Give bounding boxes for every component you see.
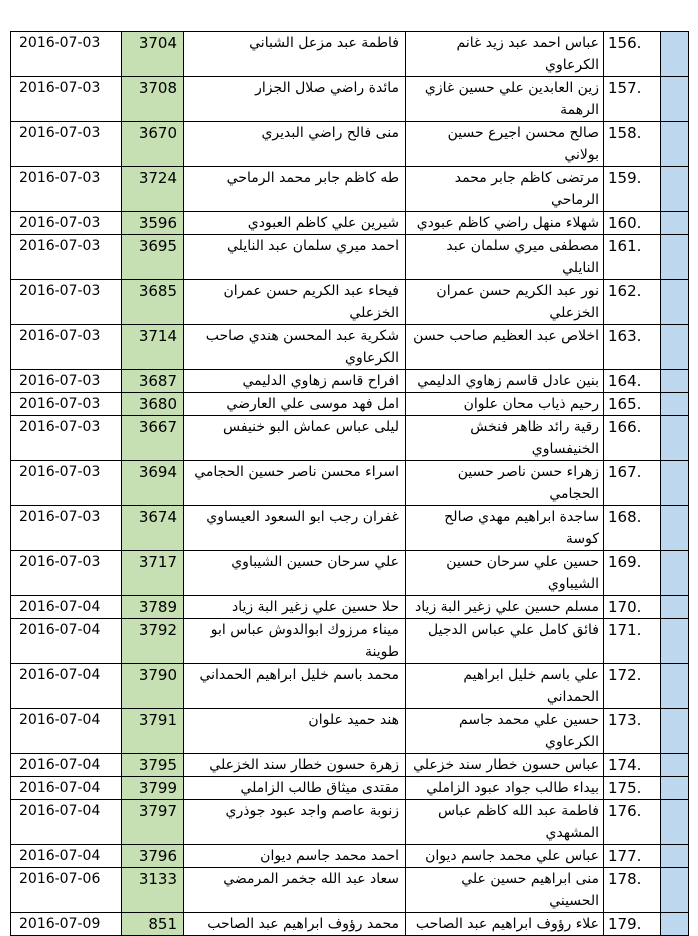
row-number-cell: 156. — [604, 32, 661, 77]
row-number-cell: 179. — [604, 913, 661, 936]
candidate-name-cell: زنوبة عاصم واجد عبود جوذري — [184, 800, 406, 845]
row-number-cell: 162. — [604, 280, 661, 325]
code-cell: 3596 — [122, 212, 184, 235]
member-name-cell: علاء رؤوف ابراهيم عبد الصاحب — [406, 913, 604, 936]
row-stripe — [661, 167, 689, 212]
row-stripe — [661, 370, 689, 393]
row-stripe — [661, 461, 689, 506]
candidate-name-cell: طه كاظم جابر محمد الرماحي — [184, 167, 406, 212]
date-cell: 2016-07-03 — [11, 235, 122, 280]
candidate-name-cell: شيرين علي كاظم العبودي — [184, 212, 406, 235]
candidate-name-cell: علي سرحان حسين الشيباوي — [184, 551, 406, 596]
table-row — [11, 913, 689, 936]
code-cell: 3704 — [122, 32, 184, 77]
code-cell: 3674 — [122, 506, 184, 551]
row-number-cell: 175. — [604, 777, 661, 800]
candidate-name-cell: ليلى عباس عماش البو خنيفس — [184, 416, 406, 461]
date-cell: 2016-07-03 — [11, 506, 122, 551]
row-number-cell: 176. — [604, 800, 661, 845]
candidate-name-cell: محمد رؤوف ابراهيم عبد الصاحب — [184, 913, 406, 936]
table-row — [11, 845, 689, 868]
date-cell: 2016-07-03 — [11, 167, 122, 212]
member-name-cell: بنين عادل قاسم زهاوي الدليمي — [406, 370, 604, 393]
table-row — [11, 800, 689, 845]
candidate-name-cell: محمد باسم خليل ابراهيم الحمداني — [184, 664, 406, 709]
member-name-cell: علي باسم خليل ابراهيم الحمداني — [406, 664, 604, 709]
row-stripe — [661, 596, 689, 619]
table-row — [11, 416, 689, 461]
member-name-cell: حسين علي محمد جاسم الكرعاوي — [406, 709, 604, 754]
candidate-name-cell: امل فهد موسى علي العارضي — [184, 393, 406, 416]
code-cell: 3670 — [122, 122, 184, 167]
code-cell: 3667 — [122, 416, 184, 461]
date-cell: 2016-07-04 — [11, 754, 122, 777]
member-name-cell: منى ابراهيم حسين علي الحسيني — [406, 868, 604, 913]
candidate-name-cell: منى فالح راضي البديري — [184, 122, 406, 167]
table-row — [11, 77, 689, 122]
candidate-name-cell: حلا حسين علي زغير البة زياد — [184, 596, 406, 619]
code-cell: 3724 — [122, 167, 184, 212]
table-row — [11, 370, 689, 393]
candidate-name-cell: فاطمة عبد مزعل الشباني — [184, 32, 406, 77]
code-cell: 3790 — [122, 664, 184, 709]
code-cell: 3792 — [122, 619, 184, 664]
code-cell: 3714 — [122, 325, 184, 370]
date-cell: 2016-07-03 — [11, 370, 122, 393]
candidate-name-cell: احمد ميري سلمان عبد النايلي — [184, 235, 406, 280]
code-cell: 3694 — [122, 461, 184, 506]
member-name-cell: فاطمة عبد الله كاظم عباس المشهدي — [406, 800, 604, 845]
date-cell: 2016-07-03 — [11, 212, 122, 235]
candidate-name-cell: سعاد عبد الله جخمر المرمضي — [184, 868, 406, 913]
table-row — [11, 754, 689, 777]
code-cell: 3796 — [122, 845, 184, 868]
candidate-name-cell: ميناء مرزوك ابوالدوش عباس ابو طوينة — [184, 619, 406, 664]
code-cell: 3685 — [122, 280, 184, 325]
member-name-cell: صالح محسن اجيرع حسين بولاني — [406, 122, 604, 167]
row-number-cell: 166. — [604, 416, 661, 461]
member-name-cell: عباس علي محمد جاسم ديوان — [406, 845, 604, 868]
code-cell: 3717 — [122, 551, 184, 596]
table-row — [11, 235, 689, 280]
row-number-cell: 160. — [604, 212, 661, 235]
table-row — [11, 868, 689, 913]
date-cell: 2016-07-04 — [11, 619, 122, 664]
row-number-cell: 172. — [604, 664, 661, 709]
code-cell: 3795 — [122, 754, 184, 777]
code-cell: 3680 — [122, 393, 184, 416]
row-stripe — [661, 325, 689, 370]
table-row — [11, 777, 689, 800]
row-number-cell: 177. — [604, 845, 661, 868]
row-stripe — [661, 709, 689, 754]
table-row — [11, 506, 689, 551]
row-stripe — [661, 280, 689, 325]
table-row — [11, 167, 689, 212]
date-cell: 2016-07-03 — [11, 280, 122, 325]
row-stripe — [661, 393, 689, 416]
candidate-name-cell: مائدة راضي صلال الجزار — [184, 77, 406, 122]
member-name-cell: زهراء حسن ناصر حسين الحجامي — [406, 461, 604, 506]
member-name-cell: عباس احمد عبد زيد غانم الكرعاوي — [406, 32, 604, 77]
code-cell: 3708 — [122, 77, 184, 122]
row-stripe — [661, 551, 689, 596]
candidate-name-cell: افراح قاسم زهاوي الدليمي — [184, 370, 406, 393]
row-stripe — [661, 416, 689, 461]
row-number-cell: 167. — [604, 461, 661, 506]
code-cell: 3133 — [122, 868, 184, 913]
member-name-cell: شهلاء منهل راضي كاظم عبودي — [406, 212, 604, 235]
member-name-cell: رقية رائد ظاهر فنخش الخنيفساوي — [406, 416, 604, 461]
table-row — [11, 393, 689, 416]
member-name-cell: ساجدة ابراهيم مهدي صالح كوسة — [406, 506, 604, 551]
date-cell: 2016-07-06 — [11, 868, 122, 913]
row-stripe — [661, 777, 689, 800]
row-number-cell: 158. — [604, 122, 661, 167]
row-number-cell: 170. — [604, 596, 661, 619]
row-number-cell: 173. — [604, 709, 661, 754]
date-cell: 2016-07-03 — [11, 393, 122, 416]
date-cell: 2016-07-03 — [11, 77, 122, 122]
row-stripe — [661, 800, 689, 845]
table-row — [11, 596, 689, 619]
member-name-cell: زين العابدين علي حسين غازي الرهمة — [406, 77, 604, 122]
row-number-cell: 164. — [604, 370, 661, 393]
date-cell: 2016-07-04 — [11, 596, 122, 619]
code-cell: 3687 — [122, 370, 184, 393]
candidate-name-cell: غفران رجب ابو السعود العيساوي — [184, 506, 406, 551]
candidate-name-cell: فيحاء عبد الكريم حسن عمران الخزعلي — [184, 280, 406, 325]
row-stripe — [661, 754, 689, 777]
date-cell: 2016-07-04 — [11, 845, 122, 868]
row-stripe — [661, 664, 689, 709]
member-name-cell: بيداء طالب جواد عبود الزاملي — [406, 777, 604, 800]
member-name-cell: مصطفى ميري سلمان عبد النايلي — [406, 235, 604, 280]
code-cell: 3789 — [122, 596, 184, 619]
table-row — [11, 325, 689, 370]
date-cell: 2016-07-03 — [11, 551, 122, 596]
table-row — [11, 709, 689, 754]
code-cell: 3791 — [122, 709, 184, 754]
member-name-cell: عباس حسون خطار سند خزعلي — [406, 754, 604, 777]
row-number-cell: 159. — [604, 167, 661, 212]
row-number-cell: 168. — [604, 506, 661, 551]
code-cell: 3695 — [122, 235, 184, 280]
date-cell: 2016-07-03 — [11, 325, 122, 370]
table-row — [11, 32, 689, 77]
table-row — [11, 664, 689, 709]
row-stripe — [661, 77, 689, 122]
row-stripe — [661, 122, 689, 167]
candidate-name-cell: اسراء محسن ناصر حسين الحجامي — [184, 461, 406, 506]
date-cell: 2016-07-03 — [11, 122, 122, 167]
member-name-cell: مرتضى كاظم جابر محمد الرماحي — [406, 167, 604, 212]
candidate-name-cell: زهرة حسون خطار سند الخزعلي — [184, 754, 406, 777]
row-stripe — [661, 212, 689, 235]
date-cell: 2016-07-09 — [11, 913, 122, 936]
row-number-cell: 169. — [604, 551, 661, 596]
date-cell: 2016-07-04 — [11, 800, 122, 845]
date-cell: 2016-07-03 — [11, 416, 122, 461]
row-number-cell: 163. — [604, 325, 661, 370]
row-stripe — [661, 868, 689, 913]
date-cell: 2016-07-04 — [11, 777, 122, 800]
candidate-name-cell: هند حميد علوان — [184, 709, 406, 754]
candidate-name-cell: مقتدى ميثاق طالب الزاملي — [184, 777, 406, 800]
date-cell: 2016-07-03 — [11, 32, 122, 77]
table-row — [11, 212, 689, 235]
row-number-cell: 171. — [604, 619, 661, 664]
table-row — [11, 461, 689, 506]
table-row — [11, 280, 689, 325]
member-name-cell: اخلاص عبد العظيم صاحب حسن — [406, 325, 604, 370]
row-stripe — [661, 619, 689, 664]
table-row — [11, 122, 689, 167]
row-number-cell: 157. — [604, 77, 661, 122]
table-row — [11, 551, 689, 596]
date-cell: 2016-07-04 — [11, 664, 122, 709]
code-cell: 851 — [122, 913, 184, 936]
member-name-cell: نور عبد الكريم حسن عمران الخزعلي — [406, 280, 604, 325]
row-number-cell: 165. — [604, 393, 661, 416]
member-name-cell: مسلم حسين علي زغير البة زياد — [406, 596, 604, 619]
member-name-cell: حسين علي سرحان حسين الشيباوي — [406, 551, 604, 596]
table-row — [11, 619, 689, 664]
member-name-cell: رحيم ذياب محان علوان — [406, 393, 604, 416]
code-cell: 3799 — [122, 777, 184, 800]
records-table — [10, 31, 689, 936]
row-number-cell: 174. — [604, 754, 661, 777]
row-stripe — [661, 845, 689, 868]
row-number-cell: 161. — [604, 235, 661, 280]
row-stripe — [661, 235, 689, 280]
date-cell: 2016-07-03 — [11, 461, 122, 506]
member-name-cell: فائق كامل علي عباس الدجيل — [406, 619, 604, 664]
row-stripe — [661, 506, 689, 551]
code-cell: 3797 — [122, 800, 184, 845]
candidate-name-cell: شكرية عبد المحسن هندي صاحب الكرعاوي — [184, 325, 406, 370]
row-number-cell: 178. — [604, 868, 661, 913]
row-stripe — [661, 32, 689, 77]
date-cell: 2016-07-04 — [11, 709, 122, 754]
candidate-name-cell: احمد محمد جاسم ديوان — [184, 845, 406, 868]
row-stripe — [661, 913, 689, 936]
